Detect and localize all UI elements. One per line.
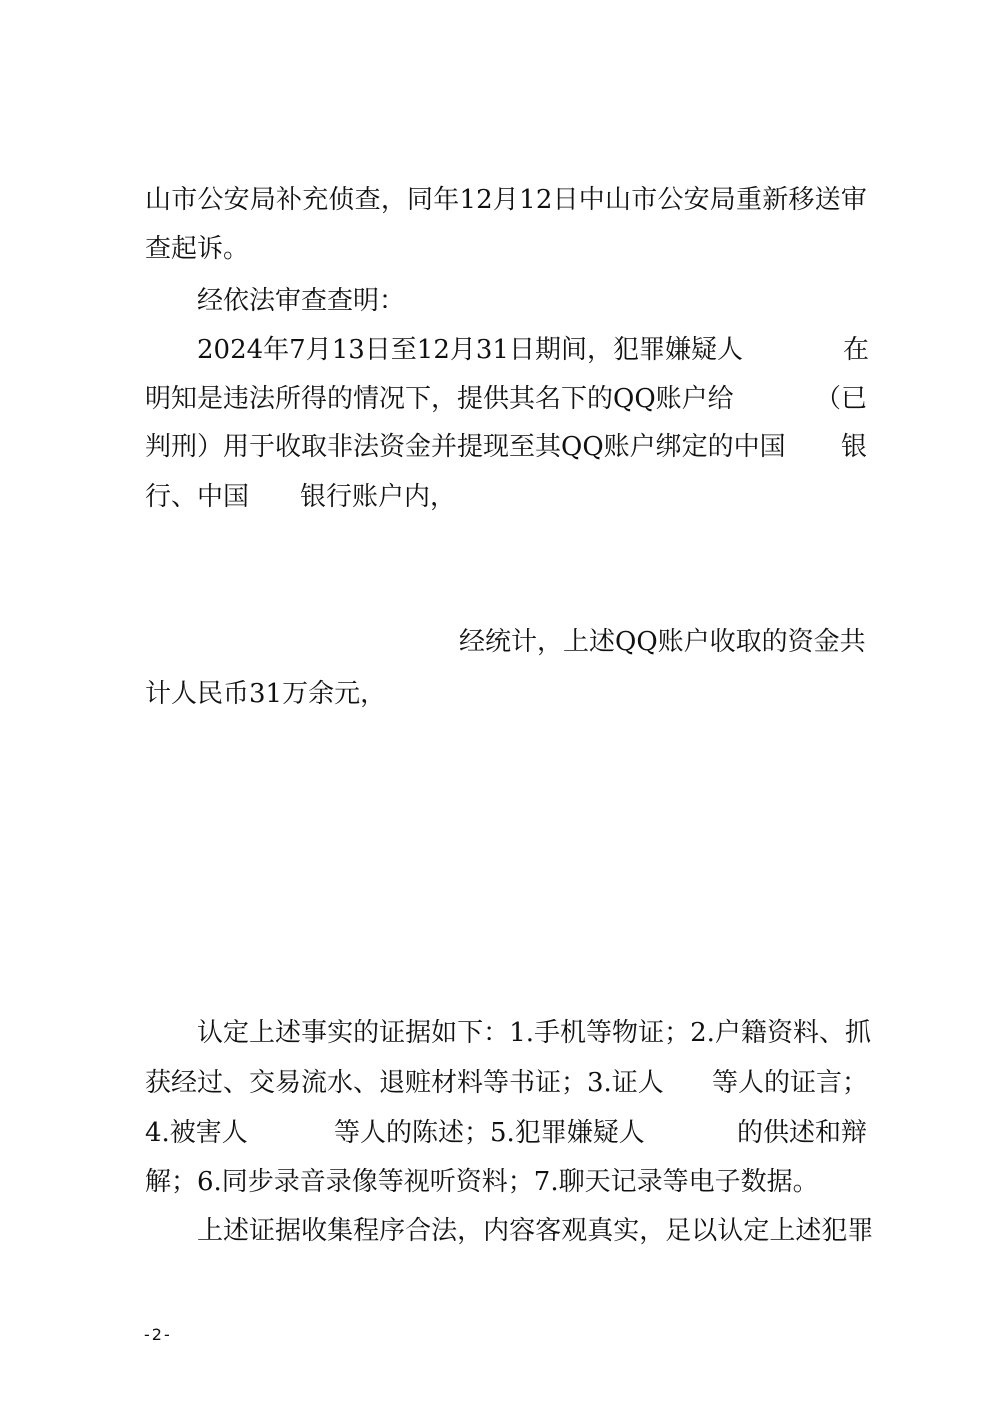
page-number: -2- xyxy=(144,1325,172,1344)
paragraph-text: 银 xyxy=(841,432,868,462)
paragraph-text: 的供述和辩 xyxy=(737,1118,868,1148)
text-line xyxy=(0,1063,1000,1103)
paragraph-text: 上 述 证 据 收 集 程 序 合 法 ， 内 容 客 观 真 实 ， 足 以 认 定 上 述 犯 罪 xyxy=(197,1216,874,1246)
paragraph-text: 等人的陈述；5.犯罪嫌疑人 xyxy=(334,1118,645,1148)
text-line xyxy=(0,330,1000,370)
paragraph-text: 经依法审查查明： xyxy=(197,286,406,316)
paragraph-text: 在 xyxy=(843,335,870,365)
paragraph-text: 解；6.同步录音录像等视听资料；7.聊天记录等电子数据。 xyxy=(145,1167,819,1197)
text-line xyxy=(0,1211,1000,1251)
paragraph-text: 计人民币31万余元， xyxy=(145,679,387,709)
text-line xyxy=(0,281,1000,321)
paragraph-text: 判刑）用于收取非法资金并提现至其QQ账户绑定的中国 xyxy=(145,432,786,462)
paragraph-text: 经统计，上述QQ账户收取的资金共 xyxy=(459,627,866,657)
paragraph-text: 4.被害人 xyxy=(145,1118,248,1148)
text-line xyxy=(0,1162,1000,1202)
text-line xyxy=(0,229,1000,269)
text-line xyxy=(0,674,1000,714)
text-line xyxy=(0,180,1000,220)
paragraph-text: 等人的证言； xyxy=(712,1068,869,1098)
text-line xyxy=(0,427,1000,467)
paragraph-text: 山 市 公 安 局 补 充 侦 查 ， 同 年 1 2 月 1 2 日 中 山 市 公 安 局 重 新 移 送 审 xyxy=(145,185,867,215)
paragraph-text: 银行账户内， xyxy=(300,482,457,512)
text-line xyxy=(0,379,1000,419)
paragraph-text: 认 定 上 述 事 实 的 证 据 如 下 ： 1 . 手 机 等 物 证 ； 2 . 户 籍 资 料 、 抓 xyxy=(197,1018,871,1048)
text-line xyxy=(0,622,1000,662)
text-line xyxy=(0,477,1000,517)
paragraph-text: 查起诉。 xyxy=(145,234,250,264)
text-line xyxy=(0,1013,1000,1053)
paragraph-text: 行、中国 xyxy=(145,482,250,512)
paragraph-text: （已 xyxy=(815,384,868,414)
text-line xyxy=(0,1113,1000,1153)
paragraph-text: 2024年7月13日至12月31日期间，犯罪嫌疑人 xyxy=(197,335,743,365)
paragraph-text: 明知是违法所得的情况下，提供其名下的QQ账户给 xyxy=(145,384,734,414)
paragraph-text: 获经过、交易流水、退赃材料等书证；3.证人 xyxy=(145,1068,664,1098)
